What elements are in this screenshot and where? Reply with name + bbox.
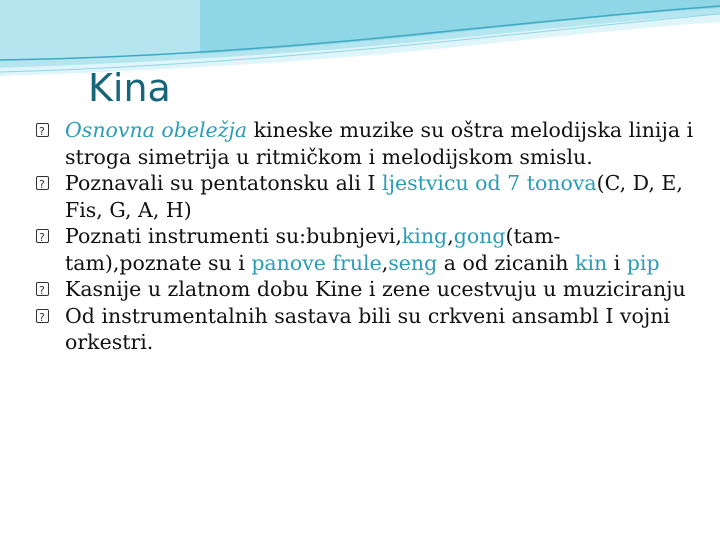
box-question-icon <box>36 309 49 323</box>
slide-title: Kina <box>88 66 171 110</box>
bullet-text-segment: pip <box>626 250 660 275</box>
bullet-text-segment: king <box>401 224 448 248</box>
box-question-icon <box>36 282 49 296</box>
box-question-icon <box>36 176 49 190</box>
bullet-text-segment: a od zicanih <box>437 250 576 275</box>
bullet-item <box>34 170 694 223</box>
bullet-item <box>34 223 694 276</box>
bullet-text-segment: , <box>381 250 389 275</box>
box-question-icon <box>36 123 49 137</box>
box-question-icon <box>36 229 49 243</box>
bullet-text-segment: (C, D, E, Fis, G, A, H) <box>65 171 683 222</box>
bullet-text-segment: Od instrumentalnih sastava bili su crkveni ansambl I vojni orkestri. <box>65 303 670 354</box>
bullet-text-segment: Poznati instrumenti su:bubnjevi, <box>65 224 402 248</box>
bullet-list <box>34 117 694 356</box>
bullet-text-segment: seng <box>388 250 438 275</box>
bullet-text-segment: ljestvicu od 7 tonova <box>382 171 597 195</box>
bullet-text-segment: gong <box>453 224 506 248</box>
bullet-text-segment: i <box>607 250 627 275</box>
bullet-text-segment: Kasnije u zlatnom dobu Kine i zene ucestvuju u muziciranju <box>65 277 686 301</box>
bullet-text-segment: Poznavali su pentatonsku ali I <box>65 171 383 195</box>
bullet-item <box>34 117 694 170</box>
bullet-text-segment: (tam-tam),poznate su i <box>65 224 561 275</box>
bullet-text-segment: panove frule <box>251 250 382 275</box>
bullet-item <box>34 303 694 356</box>
bullet-text-segment: , <box>447 224 454 248</box>
bullet-text-segment: kin <box>575 250 608 275</box>
bullet-text-segment: kineske muzike su oštra melodijska linija i stroga simetrija u ritmičkom i melodijskom smislu. <box>65 118 694 169</box>
bullet-text-segment: Osnovna obeležja <box>65 118 248 142</box>
bullet-item <box>34 276 694 303</box>
